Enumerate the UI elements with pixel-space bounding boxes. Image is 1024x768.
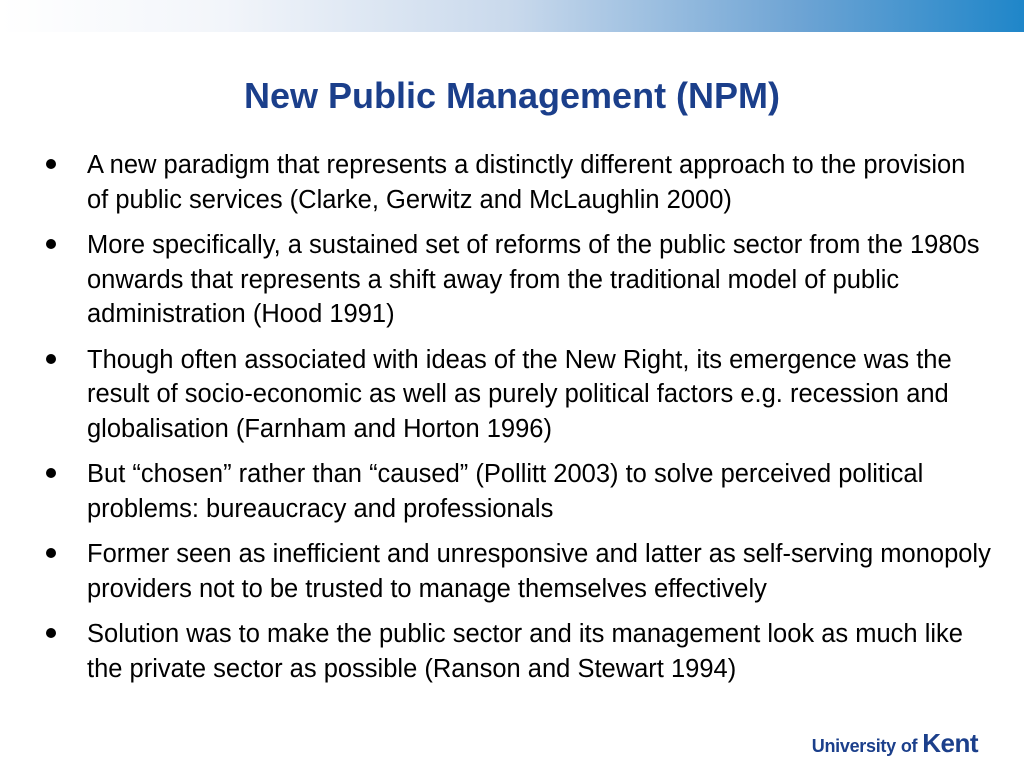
- bullet-text: But “chosen” rather than “caused” (Pollitt 2003) to solve perceived political problems: bureaucracy and professionals: [87, 460, 924, 523]
- logo-university-text: University: [811, 736, 896, 756]
- logo-kent-text: Kent: [922, 728, 978, 758]
- slide-title: New Public Management (NPM): [243, 75, 781, 116]
- bullet-item: [44, 457, 992, 526]
- bullet-item: [44, 343, 992, 447]
- bullet-dot-icon: [46, 468, 56, 478]
- bullet-item: [44, 537, 992, 606]
- bullet-dot-icon: [46, 548, 56, 558]
- top-gradient-band: [0, 0, 1024, 32]
- bullet-dot-icon: [46, 239, 56, 249]
- bullet-text: Solution was to make the public sector and its management look as much like the private sector as possible (Ranson and Stewart 1994): [87, 620, 963, 683]
- university-of-kent-logo: [812, 728, 978, 758]
- bullet-item: [44, 228, 992, 332]
- bullet-text: Though often associated with ideas of the New Right, its emergence was the result of socio-economic as well as purely political factors e.g. recession and globalisation (Farnham and Horton 1996): [87, 345, 952, 443]
- logo-of-text: of: [900, 736, 918, 756]
- bullet-dot-icon: [46, 628, 56, 638]
- bullet-list: [44, 148, 992, 697]
- bullet-dot-icon: [46, 354, 56, 364]
- bullet-item: [44, 617, 992, 686]
- bullet-text: Former seen as inefficient and unresponsive and latter as self-serving monopoly providers not to be trusted to manage themselves effectively: [87, 540, 991, 603]
- bullet-item: [44, 148, 992, 217]
- bullet-text: More specifically, a sustained set of reforms of the public sector from the 1980s onwards that represents a shift away from the traditional model of public administration (Hood 1991): [87, 231, 980, 328]
- bullet-dot-icon: [46, 159, 56, 169]
- bullet-text: A new paradigm that represents a distinctly different approach to the provision of public services (Clarke, Gerwitz and McLaughlin 2000): [87, 151, 966, 214]
